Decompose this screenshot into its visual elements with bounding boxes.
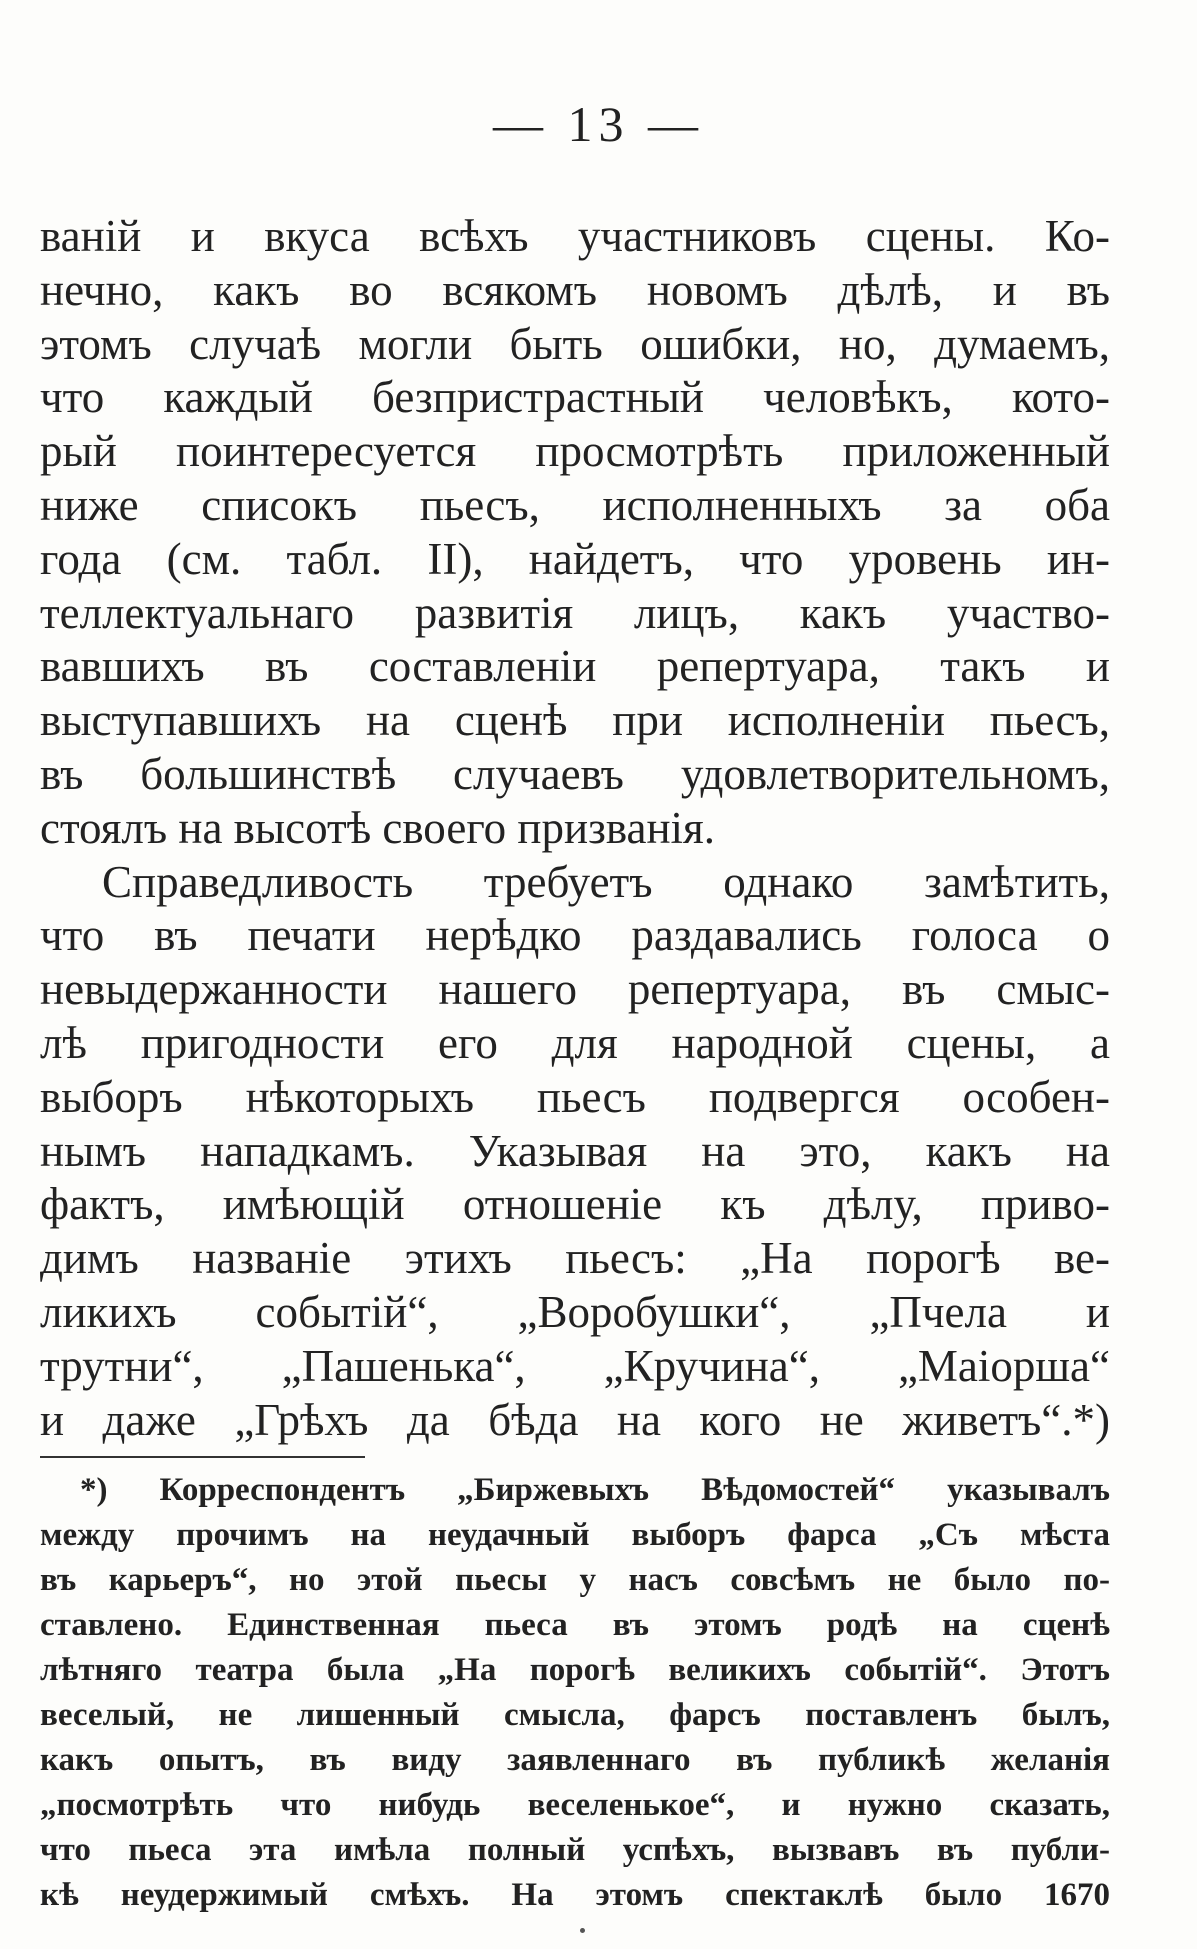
text-line: лѣ пригодности его для народной сцены, а: [40, 1017, 1110, 1068]
text-line: ваній и вкуса всѣхъ участниковъ сцены. Ко-: [40, 211, 1110, 261]
text-line: невыдержанности нашего репертуара, въ смыс-: [40, 964, 1110, 1015]
text-line: вавшихъ въ составленіи репертуара, такъ и: [40, 641, 1110, 692]
text-line: въ большинствѣ случаевъ удовлетворительномъ,: [40, 748, 1110, 799]
footnote-line: „посмотрѣть что нибудь веселенькое“, и нужно сказать,: [40, 1787, 1110, 1823]
text-line: ниже списокъ пьесъ, исполненныхъ за оба: [40, 479, 1110, 530]
text-line: стоялъ на высотѣ своего призванія.: [40, 802, 715, 853]
text-line: теллектуальнаго развитія лицъ, какъ участво-: [40, 587, 1110, 638]
text-line: Справедливость требуетъ однако замѣтить,: [102, 856, 1110, 907]
text-line: рый поинтересуется просмотрѣть приложенный: [40, 426, 1110, 477]
text-line: и даже „Грѣхъ да бѣда на кого не живетъ“.*): [40, 1394, 1110, 1445]
text-line: трутни“, „Пашенька“, „Кручина“, „Маіорша“: [40, 1340, 1110, 1391]
text-line: нымъ нападкамъ. Указывая на это, какъ на: [40, 1125, 1110, 1176]
footnote-line: въ карьеръ“, но этой пьесы у насъ совсѣмъ не было по-: [40, 1562, 1110, 1598]
main-text: [40, 210, 1110, 1447]
footnote-line: лѣтняго театра была „На порогѣ великихъ событій“. Этотъ: [40, 1652, 1110, 1688]
footnote-line: веселый, не лишенный смысла, фарсъ поставленъ былъ,: [40, 1697, 1110, 1733]
footnote-line: *) Корреспондентъ „Биржевыхъ Вѣдомостей“ указывалъ: [80, 1472, 1110, 1508]
footnote: [40, 1468, 1110, 1918]
text-line: этомъ случаѣ могли быть ошибки, но, думаемъ,: [40, 318, 1110, 369]
footnote-line: между прочимъ на неудачный выборъ фарса „Съ мѣста: [40, 1517, 1110, 1553]
print-speck: [580, 1928, 585, 1933]
text-line: выступавшихъ на сценѣ при исполненіи пьесъ,: [40, 695, 1110, 746]
footnote-line: ставлено. Единственная пьеса въ этомъ родѣ на сценѣ: [40, 1607, 1110, 1643]
text-line: ликихъ событій“, „Воробушки“, „Пчела и: [40, 1286, 1110, 1337]
text-line: что каждый безпристрастный человѣкъ, кото-: [40, 372, 1110, 423]
footnote-line: что пьеса эта имѣла полный успѣхъ, вызвавъ въ публи-: [40, 1832, 1110, 1868]
text-line: нечно, какъ во всякомъ новомъ дѣлѣ, и въ: [40, 264, 1110, 315]
text-line: димъ названіе этихъ пьесъ: „На порогѣ ве-: [40, 1233, 1110, 1284]
footnote-line: какъ опытъ, въ виду заявленнаго въ публикѣ желанія: [40, 1742, 1110, 1778]
text-line: выборъ нѣкоторыхъ пьесъ подвергся особен-: [40, 1071, 1110, 1122]
text-line: что въ печати нерѣдко раздавались голоса о: [40, 910, 1110, 961]
text-line: фактъ, имѣющій отношеніе къ дѣлу, приво-: [40, 1179, 1110, 1230]
page-number: — 13 —: [493, 96, 704, 152]
footnote-separator: [40, 1456, 365, 1458]
footnote-line: кѣ неудержимый смѣхъ. На этомъ спектаклѣ было 1670: [40, 1877, 1110, 1913]
text-line: года (см. табл. II), найдетъ, что уровень ин-: [40, 533, 1110, 584]
